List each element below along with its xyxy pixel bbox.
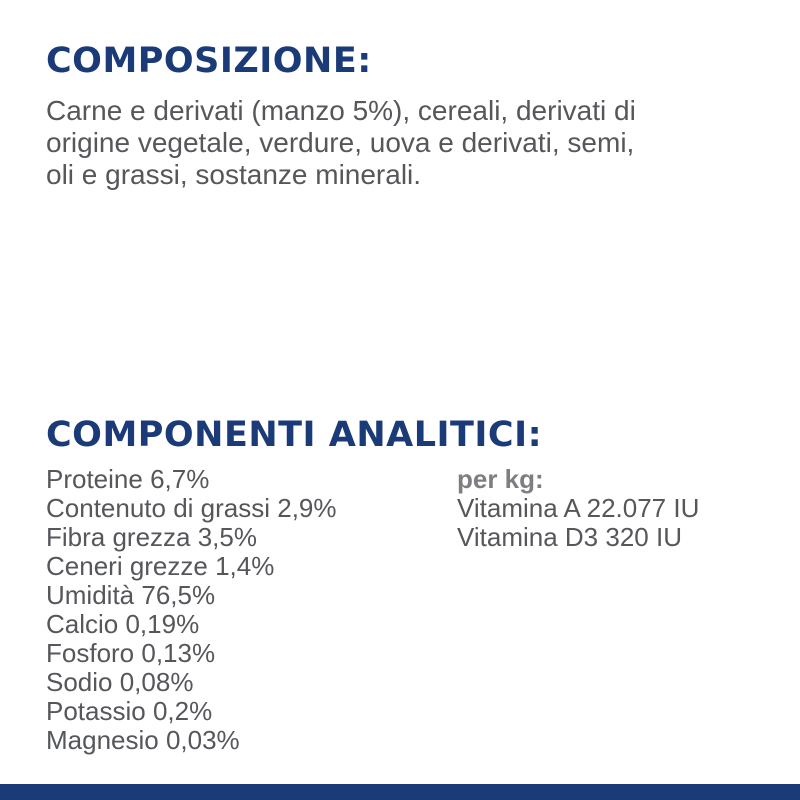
per-kg-label: per kg: (457, 464, 544, 494)
bottom-brand-bar (0, 784, 800, 800)
vitamin-item: Vitamina D3 320 IU (457, 522, 682, 552)
analytical-item: Magnesio 0,03% (46, 725, 240, 755)
analytical-item: Potassio 0,2% (46, 696, 213, 726)
analytical-item: Proteine 6,7% (46, 464, 210, 494)
vitamin-item: Vitamina A 22.077 IU (457, 493, 700, 523)
composition-heading: COMPOSIZIONE: (46, 41, 372, 81)
analytical-list (46, 465, 337, 755)
analytical-item: Sodio 0,08% (46, 667, 194, 697)
analytical-item: Umidità 76,5% (46, 580, 216, 610)
analytical-item: Calcio 0,19% (46, 609, 200, 639)
analytical-item: Contenuto di grassi 2,9% (46, 493, 337, 523)
vitamin-list (457, 494, 699, 552)
composition-line: origine vegetale, verdure, uova e derivati, semi, (46, 127, 635, 158)
composition-line: oli e grassi, sostanze minerali. (46, 159, 422, 190)
analytical-heading: COMPONENTI ANALITICI: (46, 415, 543, 455)
composition-text (46, 95, 766, 191)
analytical-item: Fibra grezza 3,5% (46, 522, 257, 552)
analytical-item: Fosforo 0,13% (46, 638, 216, 668)
analytical-item: Ceneri grezze 1,4% (46, 551, 275, 581)
composition-line: Carne e derivati (manzo 5%), cereali, derivati di (46, 95, 636, 126)
per-kg-section (457, 465, 699, 552)
